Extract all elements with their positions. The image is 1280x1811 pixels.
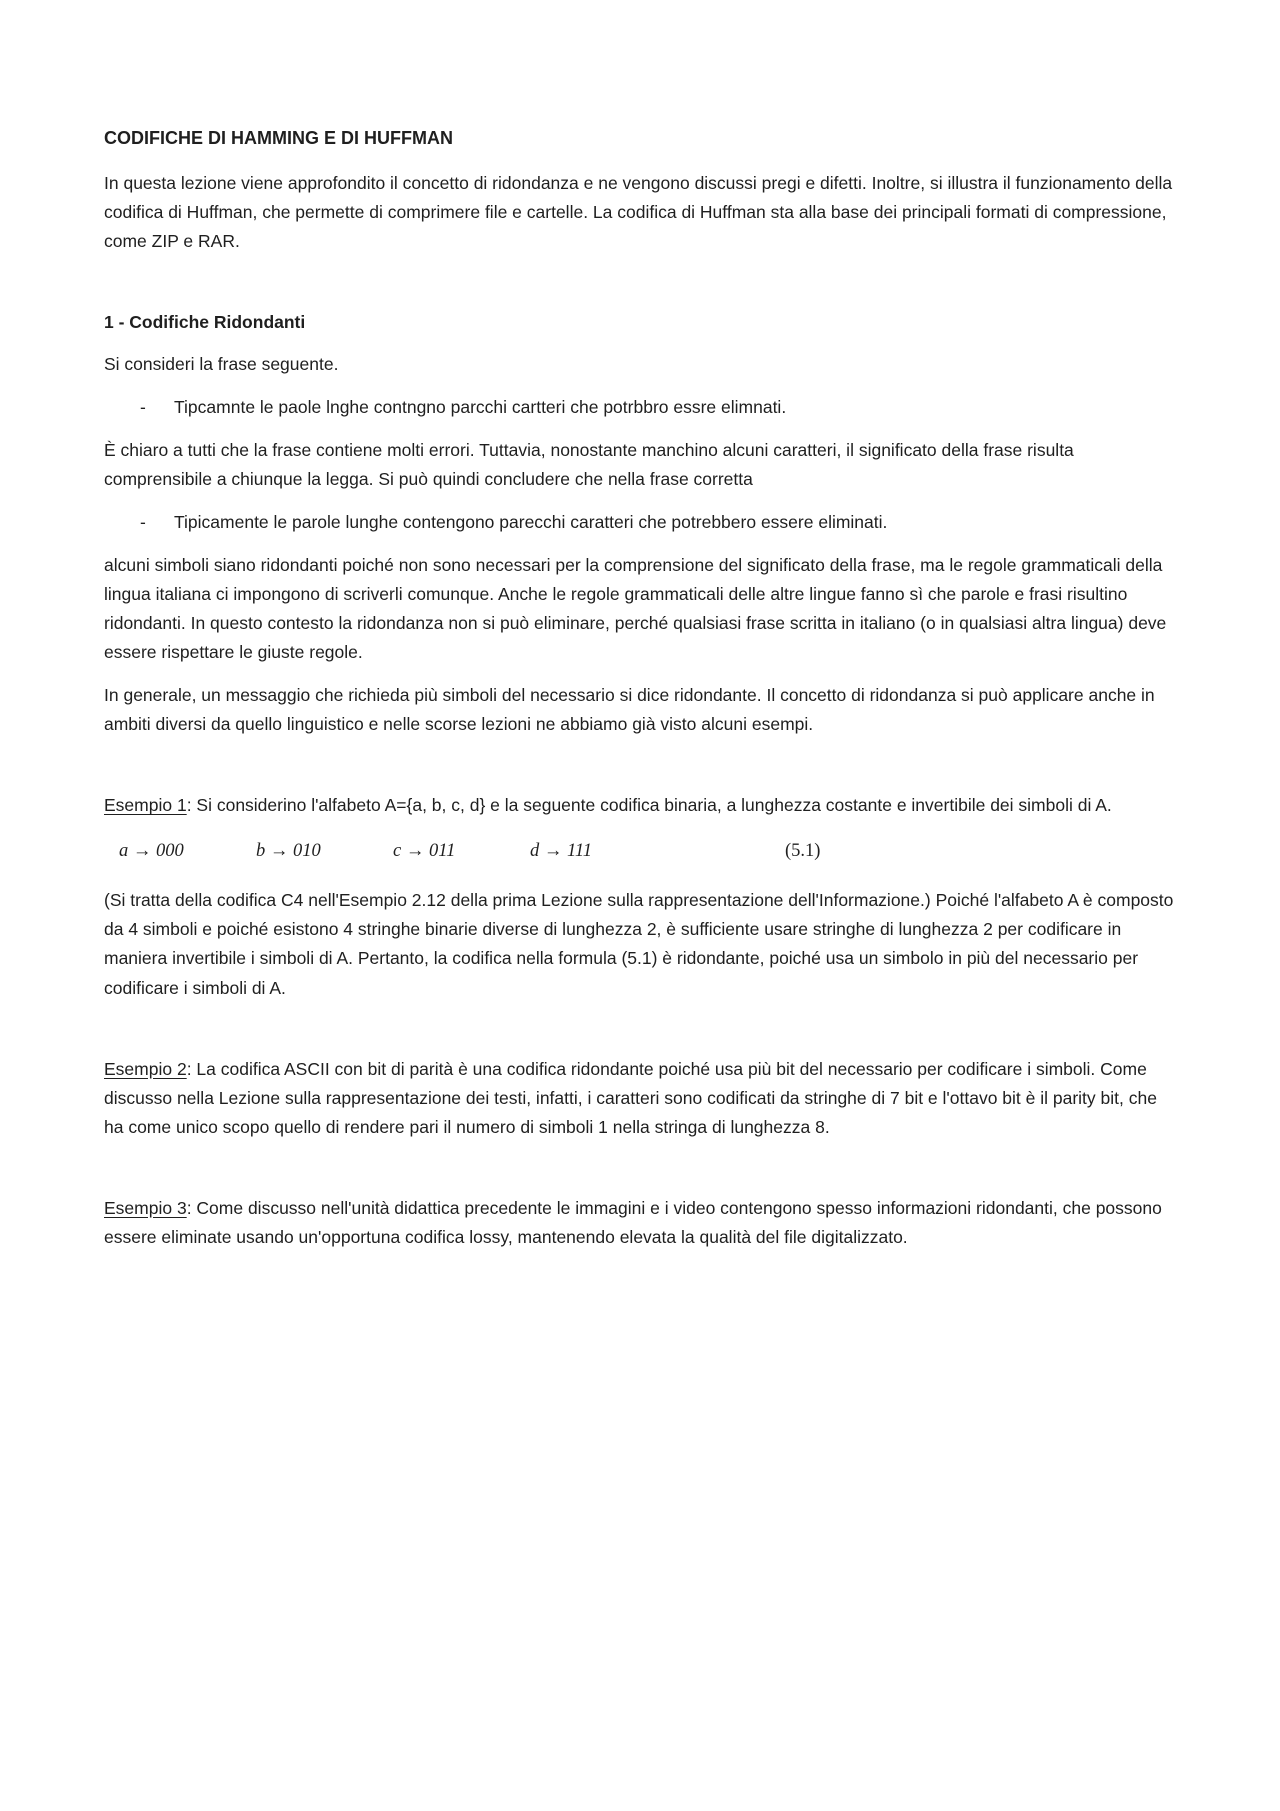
bullet-text: Tipicamente le parole lunghe contengono parecchi caratteri che potrebbero essere eliminati.: [174, 512, 888, 533]
example2-paragraph: [104, 1055, 1176, 1142]
example1-paragraph: [104, 791, 1176, 820]
lead-paragraph: Si consideri la frase seguente.: [104, 353, 339, 374]
document-title: CODIFICHE DI HAMMING E DI HUFFMAN: [104, 128, 453, 148]
formula-mapping-b: b → 010: [256, 840, 321, 861]
example2-label: Esempio 2: [104, 1058, 187, 1079]
bullet-marker: -: [140, 396, 146, 417]
section-heading: 1 - Codifiche Ridondanti: [104, 311, 306, 332]
intro-paragraph: In questa lezione viene approfondito il concetto di ridondanza e ne vengono discussi pregi e difetti. Inoltre, si illustra il funzionamento della codifica di Huffman, che permette di comprimere file e cartelle. La codifica di Huffman sta alla base dei principali formati di compressione, come ZIP e RAR.: [104, 172, 1173, 251]
errors-paragraph: È chiaro a tutti che la frase contiene molti errori. Tuttavia, nonostante manchino alcuni caratteri, il significato della frase risulta comprensibile a chiunque la legga. Si può quindi concludere che nella frase corretta: [104, 440, 1074, 490]
bullet-item-correct-sentence: [104, 508, 1176, 537]
formula-5-1: [104, 839, 1176, 865]
bullet-text: Tipcamnte le paole lnghe contngno parcchi cartteri che potrbbro essre elimnati.: [174, 396, 787, 417]
example3-paragraph: [104, 1194, 1176, 1252]
example1-label: Esempio 1: [104, 795, 187, 816]
example3-label: Esempio 3: [104, 1197, 187, 1218]
general-paragraph: In generale, un messaggio che richieda più simboli del necessario si dice ridondante. Il concetto di ridondanza si può applicare anche in ambiti diversi da quello linguistico e nelle scorse lezioni ne abbiamo già visto alcuni esempi.: [104, 685, 1155, 735]
bullet-marker: -: [140, 512, 146, 533]
formula-mapping-c: c → 011: [393, 840, 456, 861]
bullet-item-misspelled-sentence: [104, 393, 1176, 422]
redundancy-paragraph: alcuni simboli siano ridondanti poiché non sono necessari per la comprensione del significato della frase, ma le regole grammaticali della lingua italiana ci impongono di scriverli comunque. Anche le regole grammaticali delle altre lingue fanno sì che parole e frasi risultino ridondanti. In questo contesto la ridondanza non si può eliminare, perché qualsiasi frase scritta in italiano (o in qualsiasi altra lingua) deve essere rispettare le giuste regole.: [104, 555, 1167, 663]
formula-mapping-a: a → 000: [119, 840, 184, 861]
example1-note-paragraph: (Si tratta della codifica C4 nell'Esempio 2.12 della prima Lezione sulla rappresentazione dell'Informazione.) Poiché l'alfabeto A è composto da 4 simboli e poiché esistono 4 stringhe binarie diverse di lunghezza 2, è sufficiente usare stringhe di lunghezza 2 per codificare in maniera invertibile i simboli di A. Pertanto, la codifica nella formula (5.1) è ridondante, poiché usa un simbolo in più del necessario per codificare i simboli di A.: [104, 890, 1174, 998]
example2-text: : La codifica ASCII con bit di parità è una codifica ridondante poiché usa più bit del necessario per codificare i simboli. Come discusso nella Lezione sulla rappresentazione dei testi, infatti, i caratteri sono codificati da stringhe di 7 bit e l'ottavo bit è il parity bit, che ha come unico scopo quello di rendere pari il numero di simboli 1 nella stringa di lunghezza 8.: [104, 1058, 1157, 1137]
formula-number: (5.1): [785, 840, 821, 861]
formula-mapping-d: d → 111: [530, 840, 593, 861]
example1-text: : Si considerino l'alfabeto A={a, b, c, d} e la seguente codifica binaria, a lunghezza costante e invertibile dei simboli di A.: [186, 795, 1112, 816]
example3-text: : Come discusso nell'unità didattica precedente le immagini e i video contengono spesso informazioni ridondanti, che possono essere eliminate usando un'opportuna codifica lossy, mantenendo elevata la qualità del file digitalizzato.: [104, 1197, 1162, 1247]
